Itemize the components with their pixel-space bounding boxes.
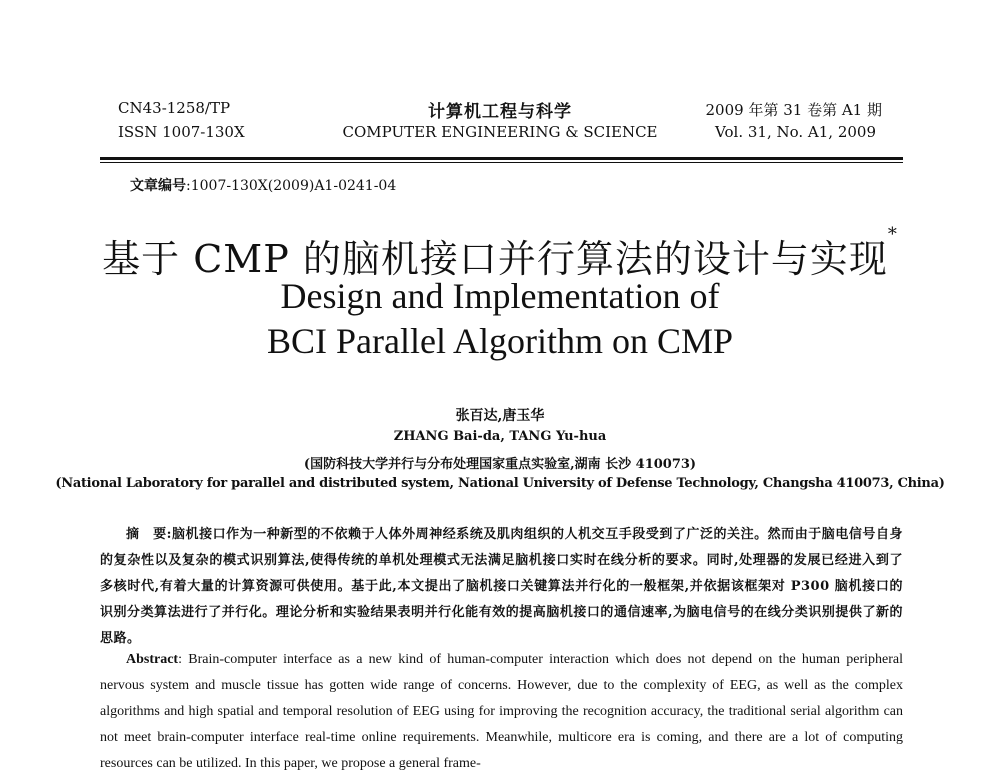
journal-title-en: COMPUTER ENGINEERING & SCIENCE	[342, 123, 658, 141]
authors-en: ZHANG Bai-da, TANG Yu-hua	[393, 429, 607, 444]
article-number-label: 文章编号	[130, 178, 186, 194]
abstract-cn-text: :脑机接口作为一种新型的不依赖于人体外周神经系统及肌肉组织的人机交互手段受到了广泛的关注。然而由于脑电信号自身的复杂性以及复杂的模式识别算法,使得传统的单机处理模式无法满足脑机接口实时在线分析的要求。同时,处理器的发展已经进入到了多核时代,有着大量的计算资源可供使用。基于此,本文提出了脑机接口关键算法并行化的一般框架,并依据该框架对 P300 脑机接口的识别分类算法进行了并行化。理论分析和实验结果表明并行化能有效的提高脑机接口的通信速率,为脑电信号的在线分类识别提供了新的思路。	[100, 527, 903, 646]
article-number-value: :1007-130X(2009)A1-0241-04	[186, 178, 397, 194]
journal-issue-en: Vol. 31, No. A1, 2009	[715, 123, 876, 141]
journal-title-cn: 计算机工程与科学	[428, 102, 572, 122]
abstract-cn	[100, 522, 903, 652]
abstract-en-label: Abstract	[126, 652, 179, 667]
authors-cn: 张百达,唐玉华	[455, 408, 545, 424]
abstract-en	[100, 647, 903, 777]
title-footnote-mark: *	[887, 224, 898, 245]
abstract-en-text: : Brain-computer interface as a new kind of human-computer interaction which does not depend on the human peripheral nervous system and muscle tissue has gotten wide range of concerns. However, due to the complexity of EEG, as well as the complex algorithms and high spatial and temporal resolution of EEG using for improving the recognition accuracy, the traditional serial algorithm can not meet brain-computer interface real-time online requirements. Meanwhile, multicore era is coming, and there are a lot of computing resources can be utilized. In this paper, we propose a general frame-	[100, 652, 903, 771]
affiliation-en: (National Laboratory for parallel and distributed system, National University of Defense Technology, Changsha 410073, China)	[55, 476, 945, 491]
journal-issn: ISSN 1007-130X	[118, 123, 245, 141]
affiliation-cn: (国防科技大学并行与分布处理国家重点实验室,湖南 长沙 410073)	[303, 457, 697, 472]
article-number	[130, 175, 396, 195]
journal-issue-cn: 2009 年第 31 卷第 A1 期	[705, 101, 882, 119]
journal-cn-number: CN43-1258/TP	[118, 99, 231, 117]
title-en-line2: BCI Parallel Algorithm on CMP	[266, 321, 733, 361]
header-rule-thick	[100, 157, 903, 160]
header-rule-thin	[100, 162, 903, 163]
title-en-line1: Design and Implementation of	[280, 276, 720, 316]
title-cn-text: 基于 CMP 的脑机接口并行算法的设计与实现	[102, 237, 888, 281]
abstract-cn-label: 摘 要	[126, 527, 167, 542]
